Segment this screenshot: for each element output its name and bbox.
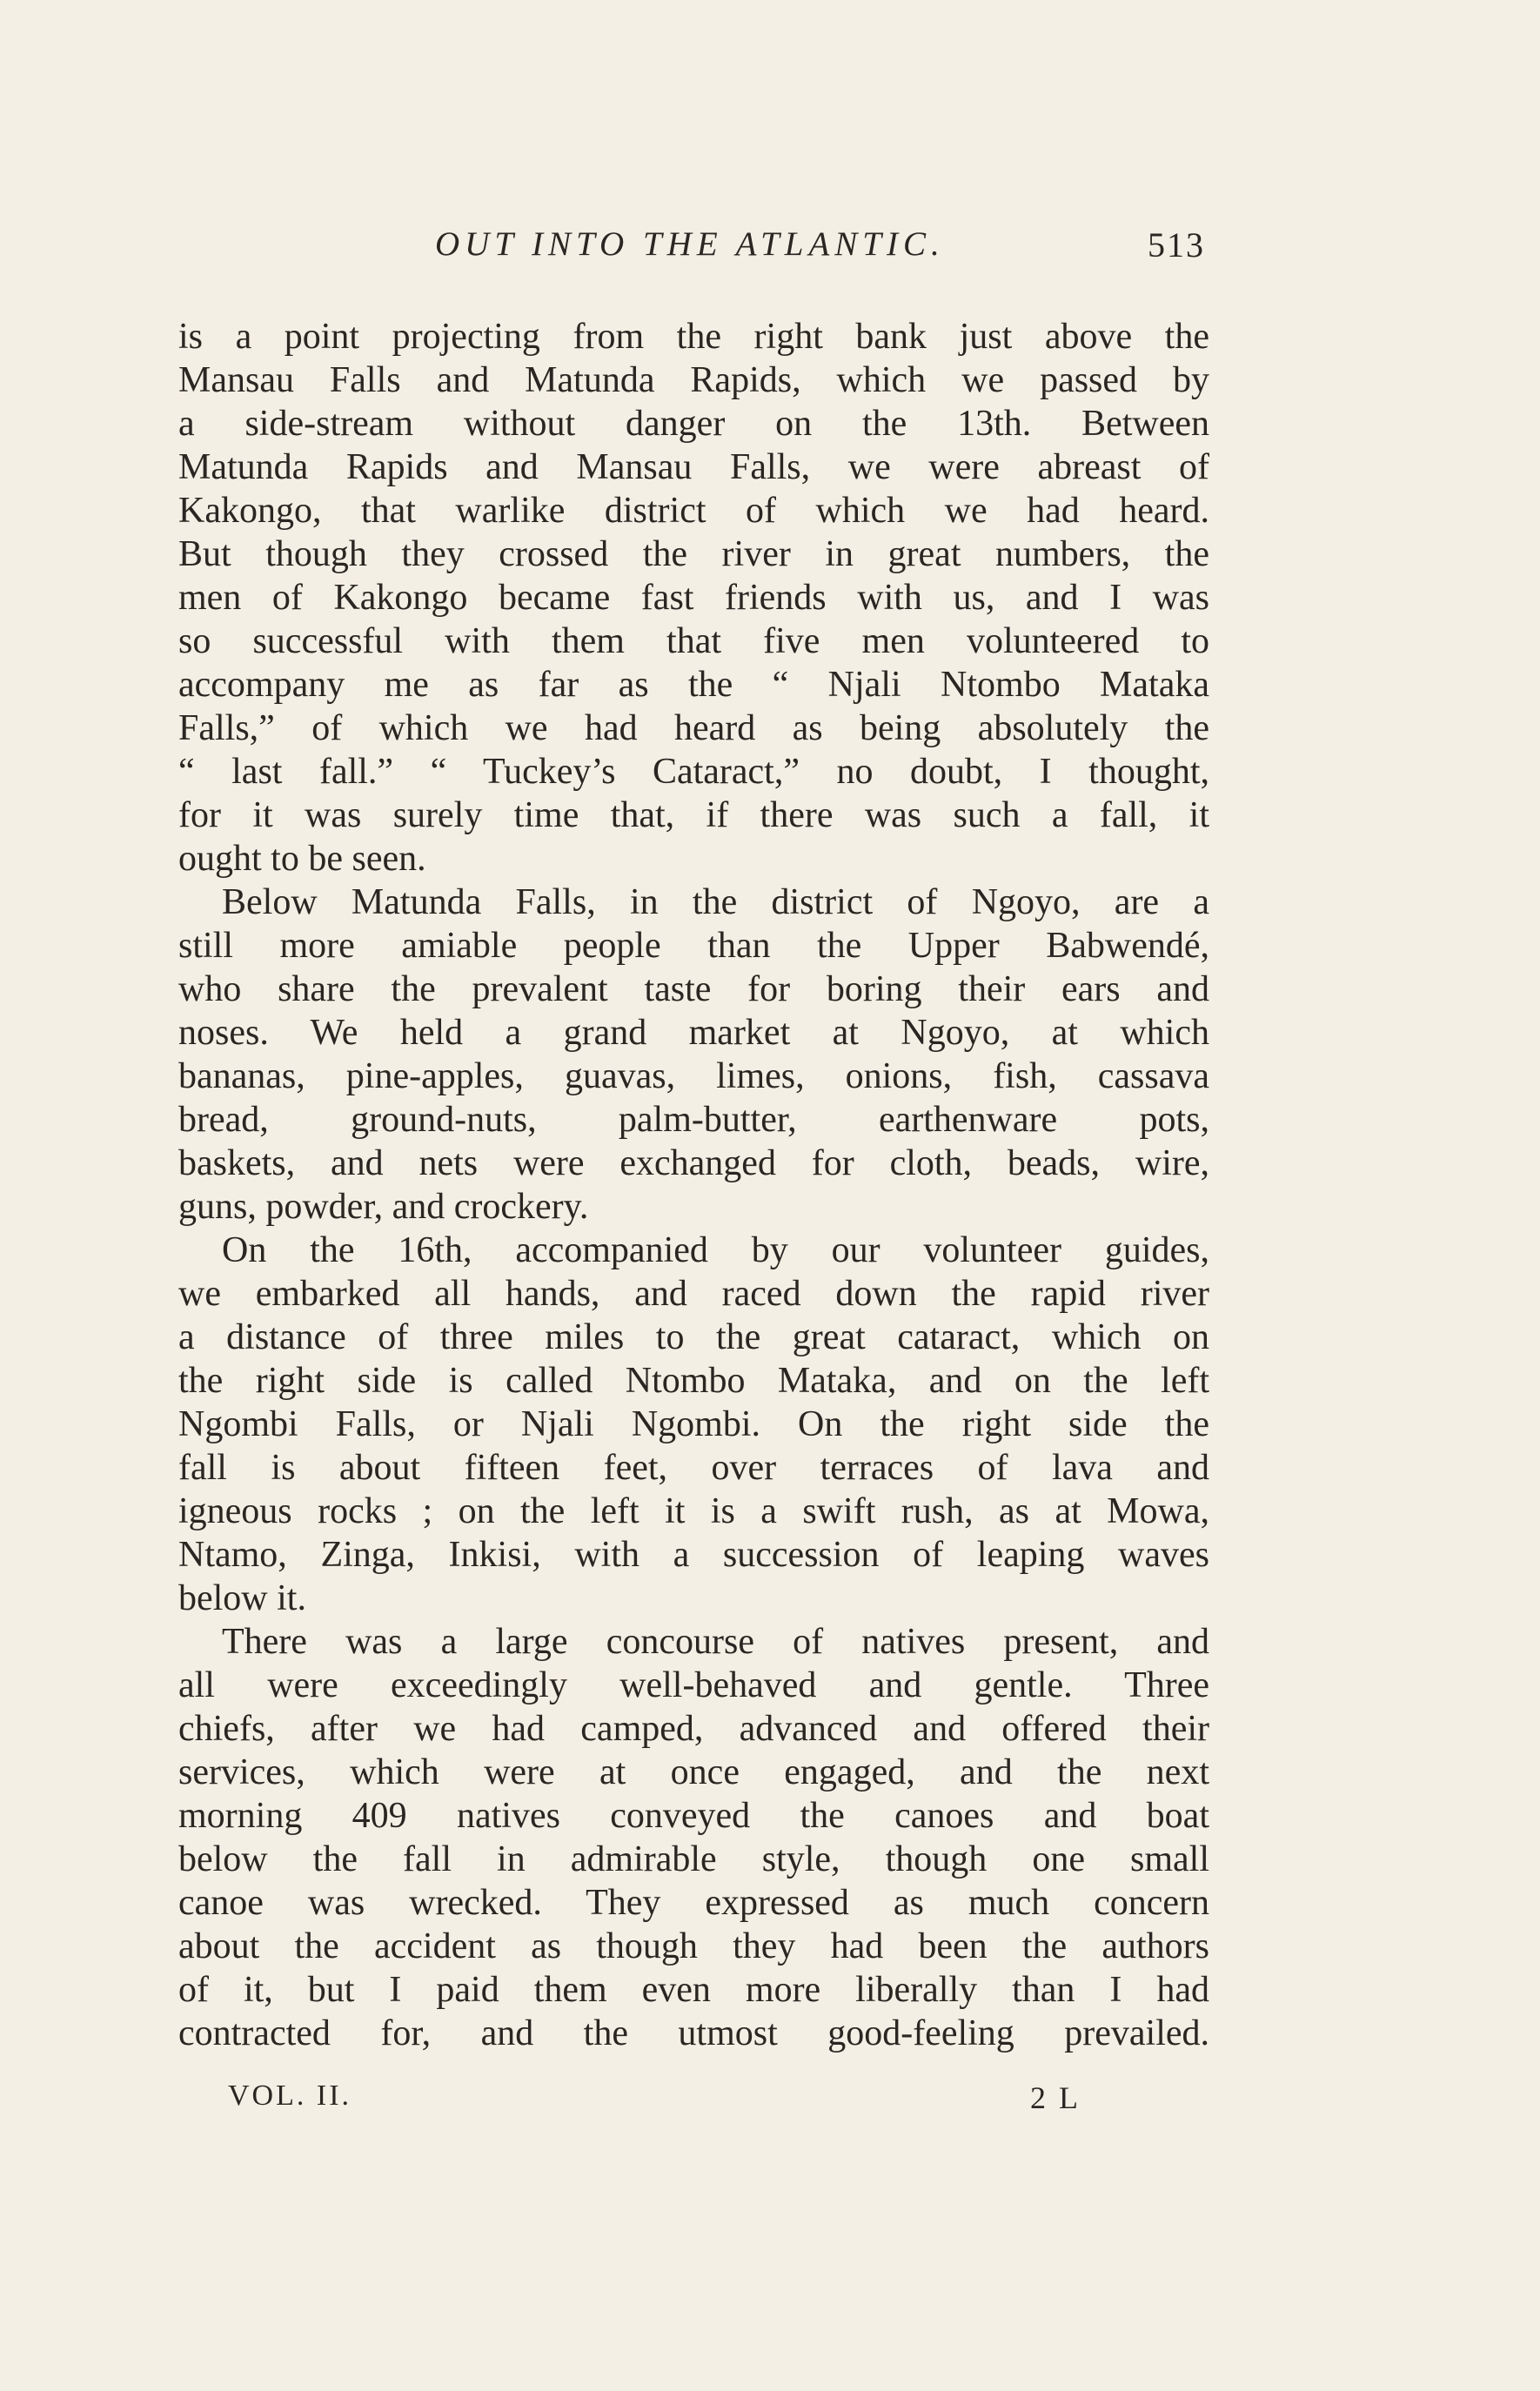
text-line: services, which were at once engaged, and the next bbox=[178, 1752, 1209, 1792]
text-line: for it was surely time that, if there was such a fall, it bbox=[178, 795, 1209, 835]
text-line: is a point projecting from the right bank just above the bbox=[178, 317, 1209, 357]
text-line: so successful with them that five men volunteered to bbox=[178, 621, 1209, 661]
text-line: Ngombi Falls, or Njali Ngombi. On the right side the bbox=[178, 1404, 1209, 1444]
page-footer bbox=[228, 2080, 1081, 2123]
text-line: of it, but I paid them even more liberally than I had bbox=[178, 1970, 1209, 2010]
text-line: Kakongo, that warlike district of which we had heard. bbox=[178, 491, 1209, 531]
text-line: fall is about fifteen feet, over terraces of lava and bbox=[178, 1448, 1209, 1488]
text-line: below the fall in admirable style, though one small bbox=[178, 1839, 1209, 1879]
text-line: Matunda Rapids and Mansau Falls, we were abreast of bbox=[178, 447, 1209, 487]
text-line: contracted for, and the utmost good-feeling prevailed. bbox=[178, 2013, 1209, 2053]
signature-mark: 2 L bbox=[1030, 2080, 1081, 2115]
text-line: Ntamo, Zinga, Inkisi, with a succession of leaping waves bbox=[178, 1535, 1209, 1575]
text-line: bread, ground-nuts, palm-butter, earthenware pots, bbox=[178, 1100, 1209, 1140]
text-line: guns, powder, and crockery. bbox=[178, 1187, 589, 1227]
text-line: But though they crossed the river in great numbers, the bbox=[178, 534, 1209, 574]
text-line: all were exceedingly well-behaved and gentle. Three bbox=[178, 1665, 1209, 1705]
text-line: Falls,” of which we had heard as being absolutely the bbox=[178, 708, 1209, 748]
text-line: Below Matunda Falls, in the district of Ngoyo, are a bbox=[222, 882, 1209, 922]
text-line: ought to be seen. bbox=[178, 839, 426, 879]
text-line: still more amiable people than the Upper Babwendé, bbox=[178, 926, 1209, 966]
text-line: igneous rocks ; on the left it is a swift rush, as at Mowa, bbox=[178, 1491, 1209, 1531]
text-line: accompany me as far as the “ Njali Ntombo Mataka bbox=[178, 665, 1209, 705]
text-line: a distance of three miles to the great cataract, which on bbox=[178, 1317, 1209, 1357]
text-line: bananas, pine-apples, guavas, limes, onions, fish, cassava bbox=[178, 1056, 1209, 1096]
text-line: noses. We held a grand market at Ngoyo, at which bbox=[178, 1013, 1209, 1053]
text-line: canoe was wrecked. They expressed as much concern bbox=[178, 1883, 1209, 1923]
volume-mark: VOL. II. bbox=[228, 2080, 352, 2112]
text-line: baskets, and nets were exchanged for cloth, beads, wire, bbox=[178, 1143, 1209, 1183]
text-line: we embarked all hands, and raced down the rapid river bbox=[178, 1274, 1209, 1314]
text-line: There was a large concourse of natives present, and bbox=[222, 1622, 1209, 1662]
text-line: “ last fall.” “ Tuckey’s Cataract,” no doubt, I thought, bbox=[178, 752, 1209, 792]
running-title: OUT INTO THE ATLANTIC. bbox=[435, 225, 945, 263]
text-line: morning 409 natives conveyed the canoes and boat bbox=[178, 1796, 1209, 1836]
text-line: Mansau Falls and Matunda Rapids, which we passed by bbox=[178, 360, 1209, 400]
text-line: the right side is called Ntombo Mataka, and on the left bbox=[178, 1361, 1209, 1401]
text-line: men of Kakongo became fast friends with us, and I was bbox=[178, 578, 1209, 618]
text-line: about the accident as though they had been the authors bbox=[178, 1926, 1209, 1966]
text-line: a side-stream without danger on the 13th. Between bbox=[178, 404, 1209, 444]
text-line: chiefs, after we had camped, advanced and offered their bbox=[178, 1709, 1209, 1749]
text-line: below it. bbox=[178, 1578, 306, 1618]
text-line: On the 16th, accompanied by our volunteer guides, bbox=[222, 1230, 1209, 1270]
page-number: 513 bbox=[1148, 225, 1205, 265]
running-head bbox=[183, 224, 1205, 268]
text-line: who share the prevalent taste for boring their ears and bbox=[178, 969, 1209, 1009]
body-text bbox=[178, 315, 1209, 2055]
